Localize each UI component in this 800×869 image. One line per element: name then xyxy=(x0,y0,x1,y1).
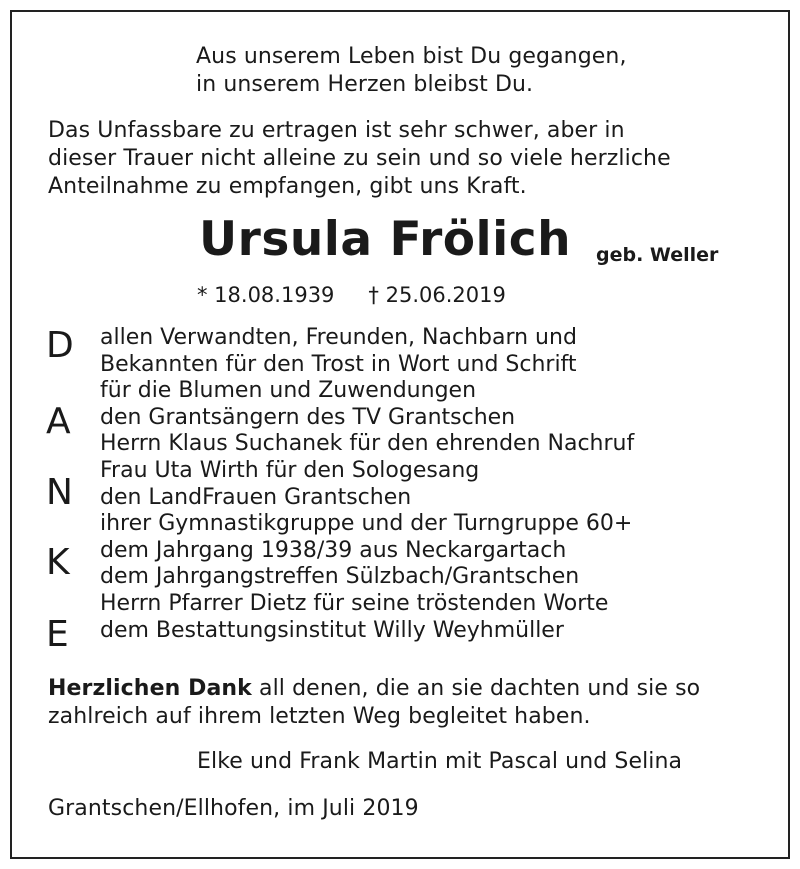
intro-line-2: dieser Trauer nicht alleine zu sein und so viele herzliche xyxy=(48,146,671,171)
thanks-item: dem Bestattungsinstitut Willy Weyhmüller xyxy=(100,617,564,643)
closing-rest: all denen, die an sie dachten und sie so xyxy=(251,676,701,701)
death-date: † 25.06.2019 xyxy=(368,283,506,307)
danke-letter-e: E xyxy=(46,614,69,655)
signature: Elke und Frank Martin mit Pascal und Selina xyxy=(197,749,683,774)
intro-line-3: Anteilnahme zu empfangen, gibt uns Kraft. xyxy=(48,174,527,199)
thanks-item: allen Verwandten, Freunden, Nachbarn und xyxy=(100,325,577,350)
thanks-item: dem Jahrgang 1938/39 aus Neckargartach xyxy=(100,537,567,563)
danke-letter-d: D xyxy=(46,325,74,366)
danke-letter-n: N xyxy=(46,472,73,513)
thanks-list xyxy=(100,325,634,644)
thanks-item: ihrer Gymnastikgruppe und der Turngruppe 60+ xyxy=(100,511,633,537)
birth-date: * 18.08.1939 xyxy=(197,283,335,307)
thanks-item: Herrn Pfarrer Dietz für seine tröstenden Worte xyxy=(100,590,609,616)
thanks-item: den LandFrauen Grantschen xyxy=(100,484,412,510)
deceased-name: Ursula Frölich xyxy=(199,212,572,267)
closing-line-2: zahlreich auf ihrem letzten Weg begleitet haben. xyxy=(48,704,591,729)
closing-bold: Herzlichen Dank xyxy=(48,676,252,701)
thanks-item: den Grantsängern des TV Grantschen xyxy=(100,404,516,430)
thanks-item: Bekannten für den Trost in Wort und Schrift xyxy=(100,351,577,377)
danke-letter-a: A xyxy=(46,401,71,442)
place-date: Grantschen/Ellhofen, im Juli 2019 xyxy=(48,796,419,821)
verse-line-2: in unserem Herzen bleibst Du. xyxy=(196,72,534,97)
intro-line-1: Das Unfassbare zu ertragen ist sehr schwer, aber in xyxy=(48,118,625,143)
danke-letter-k: K xyxy=(46,542,70,583)
thanks-item: Frau Uta Wirth für den Sologesang xyxy=(100,457,480,483)
verse-line-1: Aus unserem Leben bist Du gegangen, xyxy=(196,44,627,69)
maiden-name: geb. Weller xyxy=(596,244,719,266)
thanks-item: Herrn Klaus Suchanek für den ehrenden Nachruf xyxy=(100,431,635,457)
thanks-item: für die Blumen und Zuwendungen xyxy=(100,378,477,404)
life-dates xyxy=(197,282,506,308)
thanks-item: dem Jahrgangstreffen Sülzbach/Grantschen xyxy=(100,564,580,590)
closing-line-1 xyxy=(48,676,700,702)
